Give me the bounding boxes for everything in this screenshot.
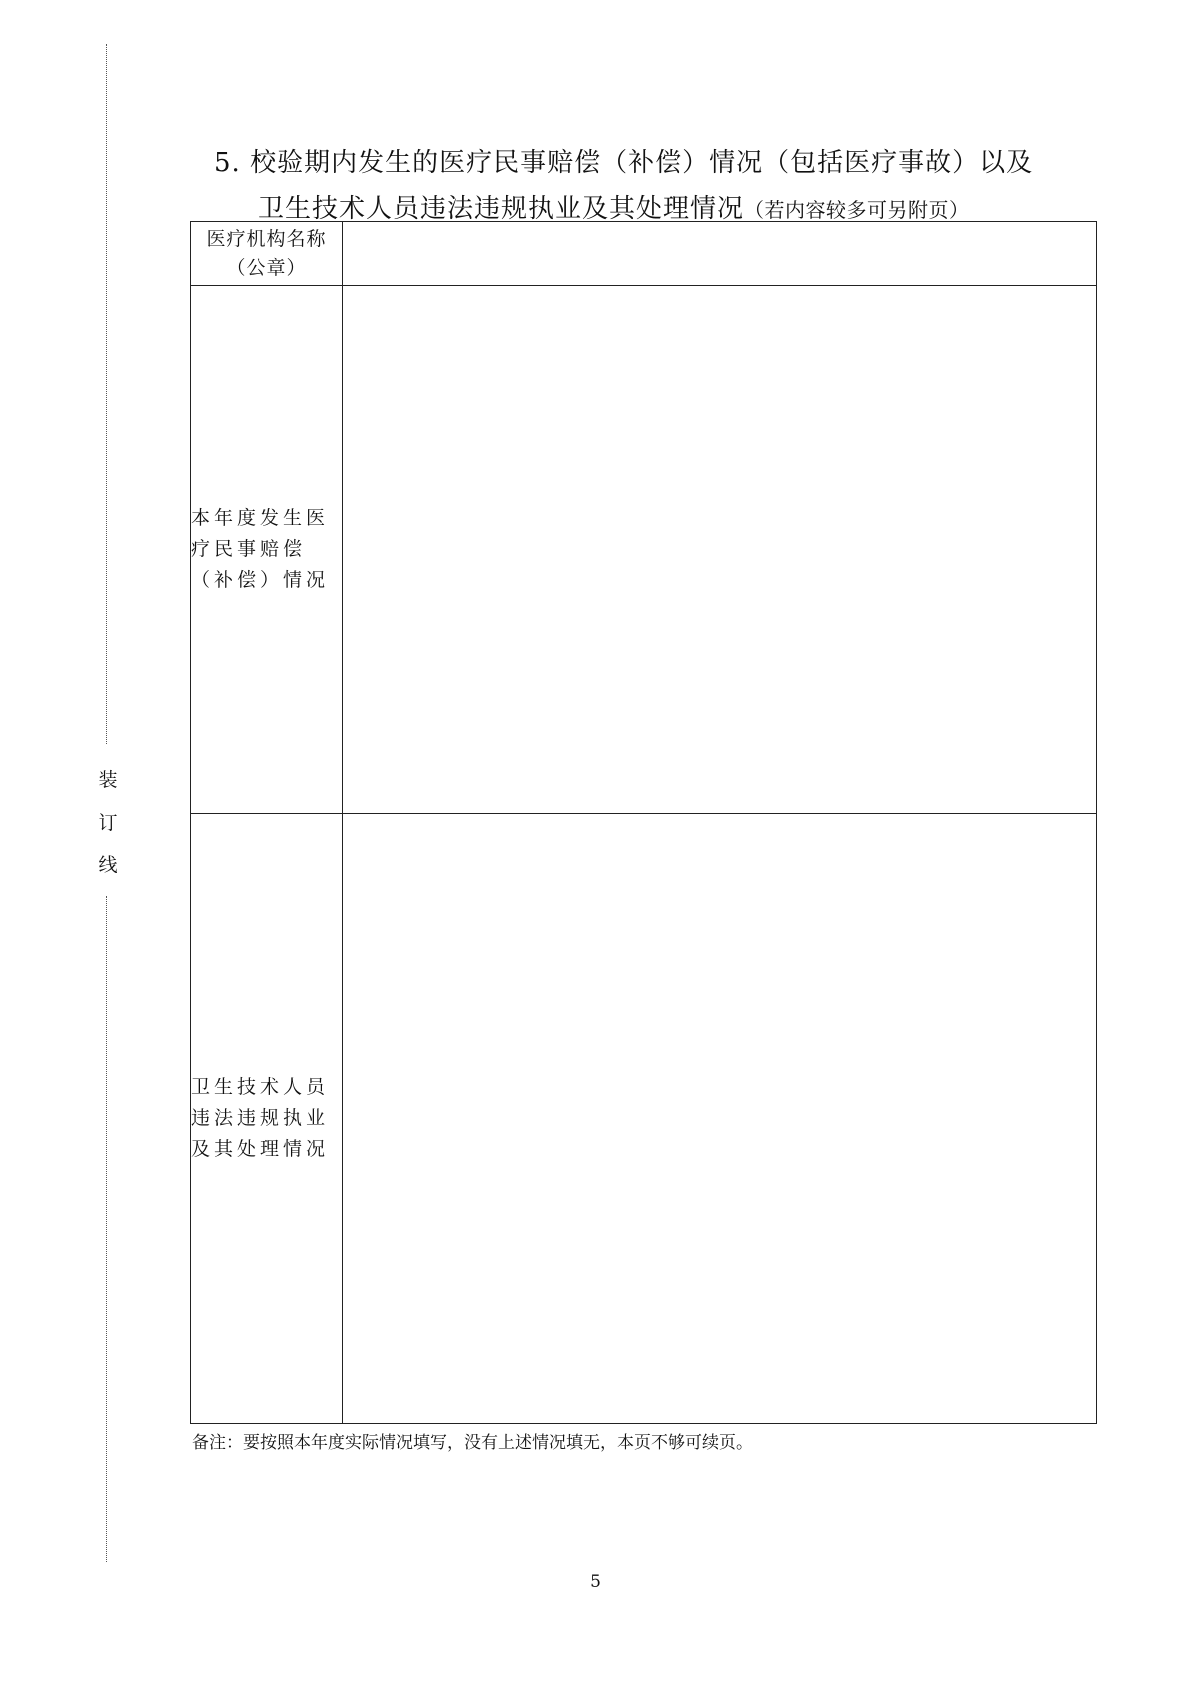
page-number: 5 (590, 1572, 601, 1592)
table-row-violations (191, 814, 1097, 1424)
heading-line-1: 5. 校验期内发生的医疗民事赔偿（补偿）情况（包括医疗事故）以及 (214, 148, 1034, 178)
field-institution-name[interactable] (343, 222, 1097, 286)
table-row-compensation (191, 286, 1097, 814)
label-compensation: 本年度发生医疗民事赔偿（补偿）情况 (191, 286, 343, 814)
field-compensation[interactable] (343, 286, 1097, 814)
binding-char-1: 装 (98, 769, 118, 791)
binding-line-bottom (106, 896, 107, 1562)
binding-char-3: 线 (98, 854, 118, 876)
remark-note: 备注：要按照本年度实际情况填写，没有上述情况填无，本页不够可续页。 (192, 1433, 753, 1453)
label-violations: 卫生技术人员违法违规执业及其处理情况 (191, 814, 343, 1424)
field-violations[interactable] (343, 814, 1097, 1424)
label-institution-name: 医疗机构名称（公章） (191, 222, 343, 286)
binding-char-2: 订 (98, 812, 118, 834)
table-row-institution (191, 222, 1097, 286)
section-heading (214, 140, 1114, 233)
binding-line-top (106, 44, 107, 744)
heading-line-2-main: 卫生技术人员违法违规执业及其处理情况 (258, 194, 745, 224)
heading-line-2-note: （若内容较多可另附页） (744, 198, 970, 222)
report-form-table (190, 221, 1097, 1424)
